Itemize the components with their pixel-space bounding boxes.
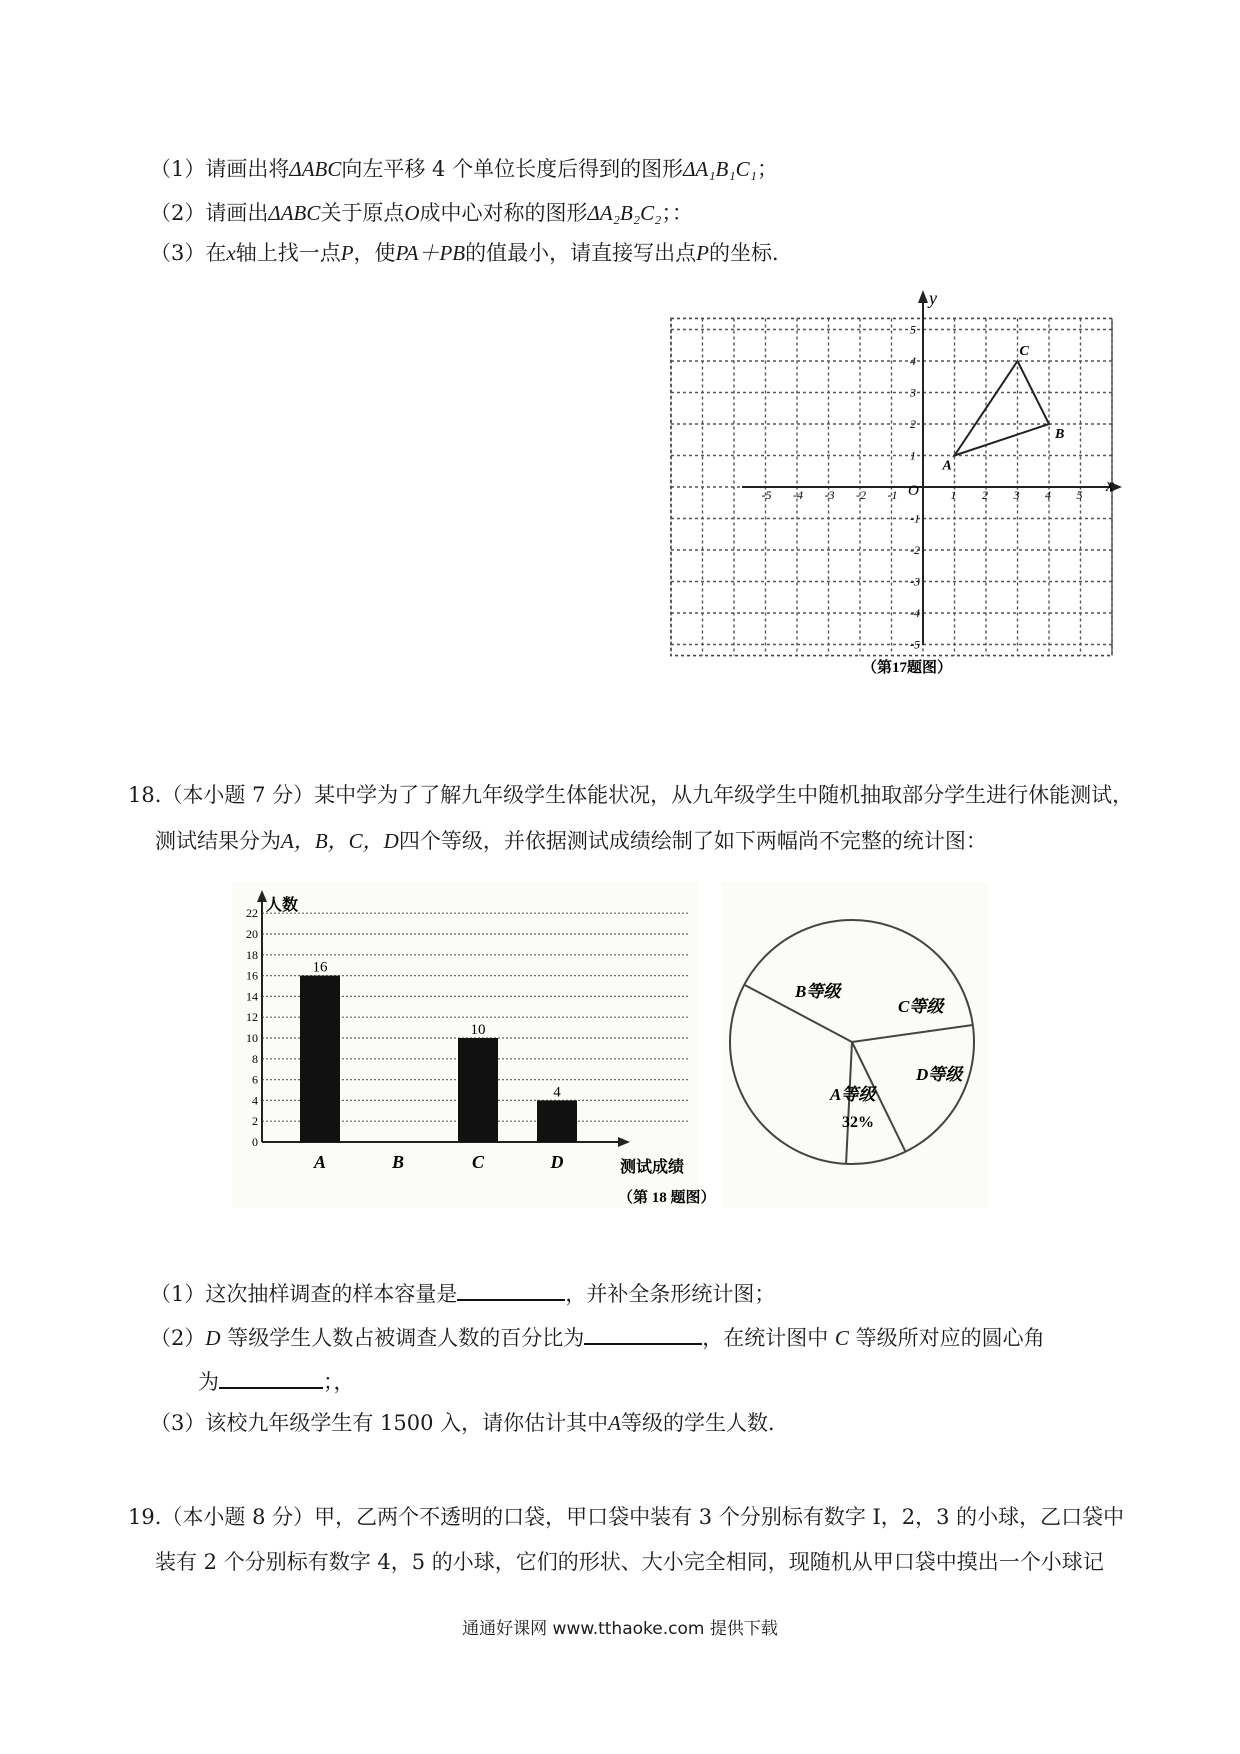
x-tick-label: -5 — [761, 488, 772, 502]
bar-y-tick-label: 2 — [252, 1114, 258, 1129]
answer-blank-d-percent[interactable] — [584, 1321, 702, 1345]
bar-chart — [230, 880, 716, 1210]
pie-label-a: A等级 — [830, 1085, 876, 1104]
y-tick-label: -5 — [910, 637, 920, 652]
bar-category-label: D — [550, 1152, 564, 1172]
x-tick-label: 5 — [1076, 488, 1083, 502]
q18-stem-line-1: 18.（本小题 7 分）某中学为了了解九年级学生体能状况，从九年级学生中随机抽取部分学生进行休能测试， — [128, 783, 1134, 807]
pie-label-b: B等级 — [795, 982, 841, 1001]
bar-value-label: 10 — [470, 1022, 486, 1038]
bar-category-label: C — [471, 1152, 485, 1172]
q17-part-2: （2）请画出ΔABC关于原点O成中心对称的图形ΔA₂B₂C₂；： — [150, 201, 693, 225]
x-tick-label: -1 — [887, 488, 898, 502]
bar-category-label: A — [313, 1152, 327, 1172]
triangle-abc — [955, 361, 1050, 456]
x-axis-label: x — [1106, 475, 1114, 495]
bar-y-tick-label: 10 — [246, 1031, 258, 1045]
q19-stem-line-1: 19.（本小题 8 分）甲，乙两个不透明的口袋，甲口袋中装有 3 个分别标有数字 I，2，3 的小球，乙口袋中 — [128, 1505, 1125, 1529]
q18-stem-line-2: 测试结果分为A，B，C，D四个等级，并依据测试成绩绘制了如下两幅尚不完整的统计图： — [155, 829, 987, 853]
bar-y-tick-label: 16 — [246, 968, 258, 983]
bar-category-label: B — [391, 1152, 405, 1172]
figure-17-caption: （第17题图） — [862, 660, 953, 676]
origin-label: O — [908, 483, 919, 499]
y-tick-label: 4 — [910, 354, 916, 368]
pie-label-d: D等级 — [916, 1065, 963, 1084]
q18-sub-2-line-2: 为 ；， — [198, 1365, 355, 1397]
bar-y-tick-label: 22 — [246, 906, 258, 921]
bar-y-tick-label: 4 — [252, 1093, 258, 1108]
page-footer: 通通好课网 www.tthaoke.com 提供下载 — [462, 1619, 778, 1639]
q18-sub-2: （2）D 等级学生人数占被调查人数的百分比为 ，在统计图中 C 等级所对应的圆心角 — [150, 1321, 1045, 1353]
pie-label-c: C等级 — [898, 997, 944, 1016]
vertex-label-a: A — [942, 458, 952, 474]
pie-chart — [720, 880, 990, 1210]
x-tick-label: 4 — [1045, 488, 1051, 502]
y-axis-label: y — [929, 288, 937, 308]
bar-chart-caption: （第 18 题图） — [618, 1190, 716, 1206]
bar-y-axis-label: 人数 — [266, 897, 299, 914]
q17-part-3: （3）在x轴上找一点P，使PA＋PB的值最小，请直接写出点P的坐标． — [150, 241, 793, 265]
x-tick-label: 3 — [1013, 488, 1020, 502]
x-tick-label: -2 — [856, 488, 866, 502]
x-tick-label: 2 — [982, 488, 988, 502]
y-tick-label: 1 — [910, 448, 916, 463]
bar-y-tick-label: 12 — [246, 1010, 258, 1025]
bar-c — [458, 1038, 498, 1142]
x-tick-label: 1 — [950, 488, 957, 502]
y-tick-label: -3 — [910, 574, 920, 589]
bar-y-tick-label: 6 — [252, 1072, 258, 1087]
bar-y-tick-label: 20 — [246, 927, 258, 941]
bar-value-label: 16 — [312, 959, 328, 976]
answer-blank-c-angle[interactable] — [219, 1365, 323, 1389]
q19-stem-line-2: 装有 2 个分别标有数字 4，5 的小球，它们的形状、大小完全相同，现随机从甲口袋中摸出一个小球记 — [155, 1550, 1104, 1574]
y-tick-label: -4 — [910, 606, 920, 620]
y-tick-label: 5 — [910, 322, 916, 337]
y-tick-label: 2 — [910, 417, 916, 431]
bar-d — [537, 1100, 577, 1142]
y-tick-label: 3 — [910, 385, 916, 400]
bar-y-tick-label: 0 — [252, 1135, 258, 1149]
vertex-label-b: B — [1055, 427, 1065, 442]
q18-sub-3: （3）该校九年级学生有 1500 入，请你估计其中A等级的学生人数． — [150, 1411, 789, 1435]
bar-y-tick-label: 8 — [252, 1051, 258, 1066]
q17-part-1: （1）请画出将ΔABC向左平移 4 个单位长度后得到的图形ΔA₁B₁C₁； — [150, 157, 778, 181]
x-tick-label: -4 — [793, 488, 803, 502]
bar-y-tick-label: 14 — [246, 989, 258, 1004]
bar-y-tick-label: 18 — [246, 947, 258, 962]
y-tick-label: -1 — [910, 511, 920, 526]
bar-x-axis-label: 测试成绩 — [620, 1159, 685, 1176]
bar-value-label: 4 — [553, 1084, 561, 1101]
y-tick-label: -2 — [910, 543, 920, 557]
y-axis — [918, 290, 928, 645]
q18-sub-1: （1）这次抽样调查的样本容量是 ，并补全条形统计图； — [150, 1277, 775, 1309]
x-tick-label: -3 — [824, 488, 835, 502]
figure-17-coordinate-grid — [740, 280, 1130, 690]
pie-label-a-percent: 32% — [842, 1114, 874, 1131]
vertex-label-c: C — [1019, 344, 1029, 359]
answer-blank-sample-size[interactable] — [457, 1277, 565, 1301]
bar-a — [300, 976, 340, 1142]
